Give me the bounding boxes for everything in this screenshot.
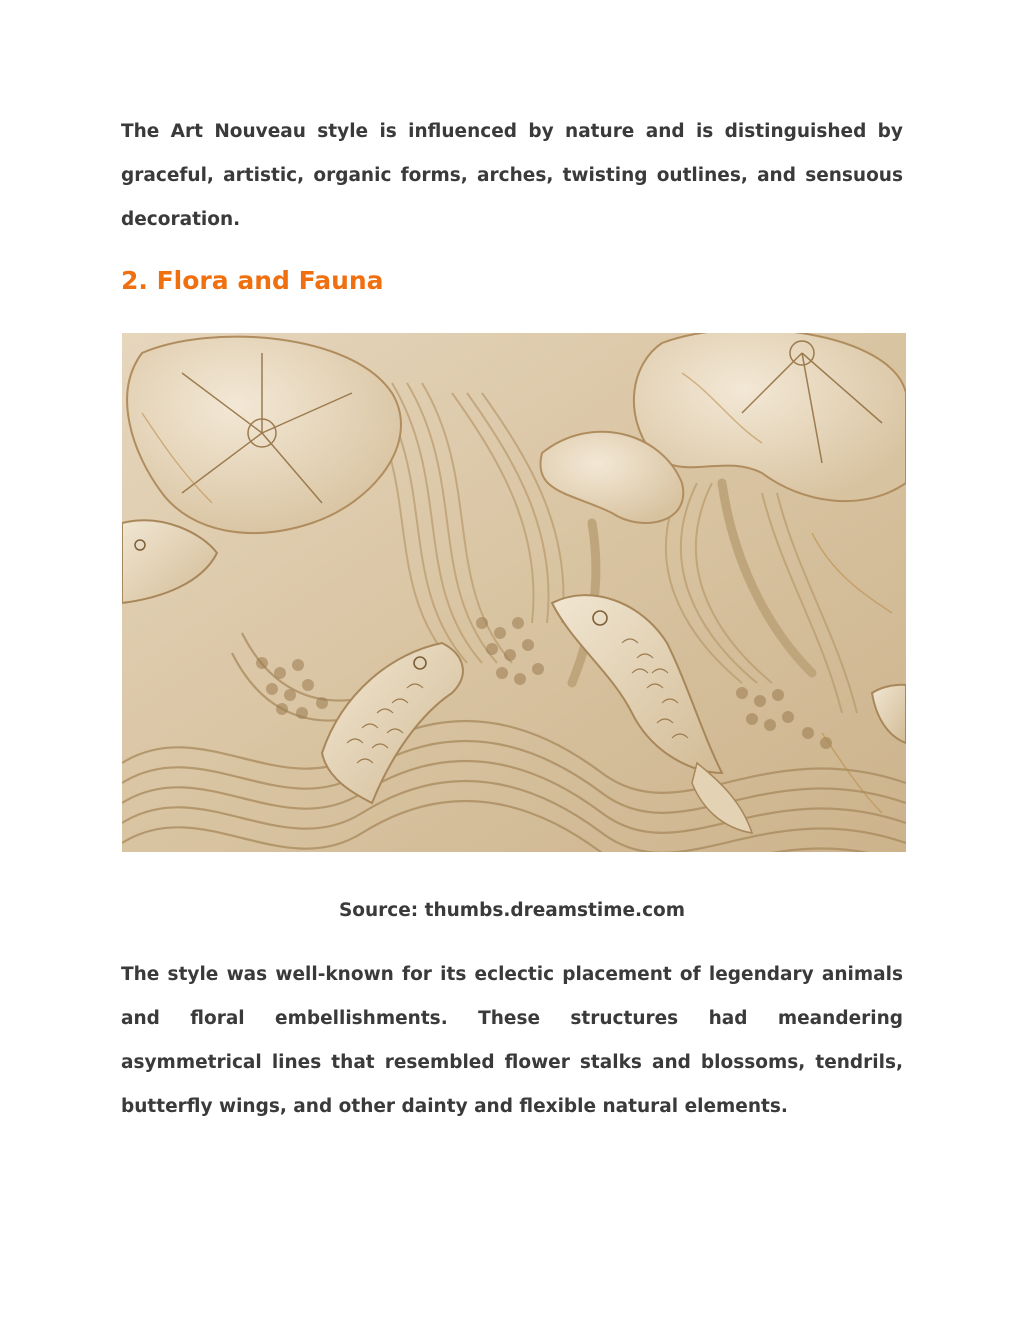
figure-caption: Source: thumbs.dreamstime.com [338, 900, 686, 921]
body-paragraph: The style was well-known for its eclectic placement of legendary animals and floral embellishments. These structures had meandering asymmetrical lines that resembled flower stalks and blossoms, tendrils, butterfly wings, and other dainty and flexible natural elements. [121, 964, 903, 1117]
carved-relief-image [122, 333, 906, 852]
section-heading: 2. Flora and Fauna [121, 266, 384, 295]
intro-paragraph: The Art Nouveau style is influenced by nature and is distinguished by graceful, artistic, organic forms, arches, twisting outlines, and sensuous decoration. [121, 121, 903, 230]
